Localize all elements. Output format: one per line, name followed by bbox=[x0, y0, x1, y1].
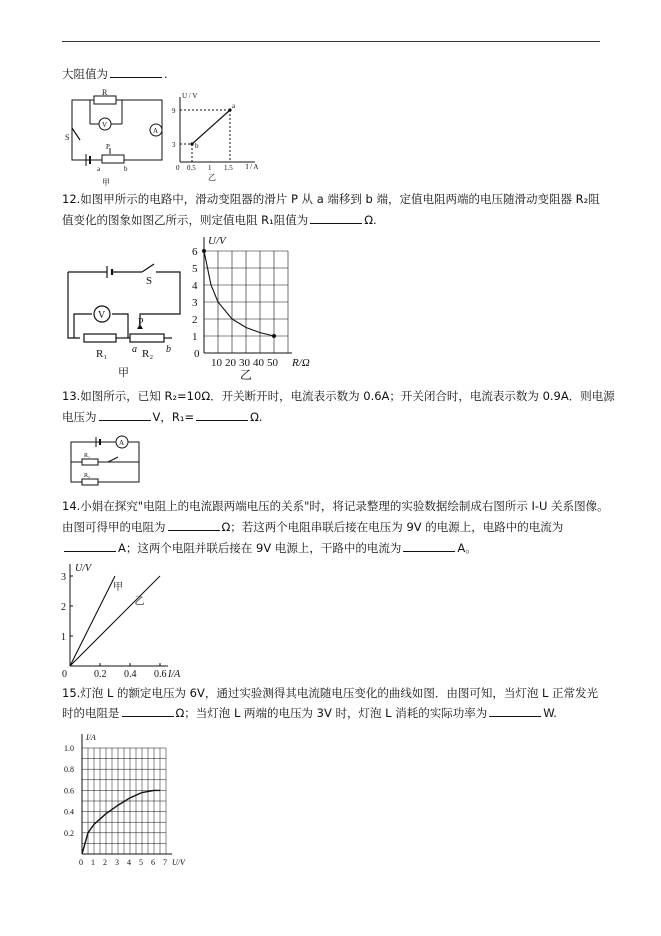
answer-blank bbox=[168, 519, 220, 531]
tick-label-x: 2 bbox=[103, 858, 107, 867]
data-point bbox=[272, 334, 276, 338]
axis-label-y: U / V bbox=[182, 92, 198, 100]
question-15-line-2 bbox=[62, 705, 557, 721]
answer-blank bbox=[64, 540, 116, 552]
tick-label-y: 0.8 bbox=[64, 765, 74, 775]
data-point bbox=[202, 249, 206, 253]
axis-label-x: U/V bbox=[172, 858, 185, 867]
graph-prev bbox=[170, 92, 260, 182]
tick-label: 1.5 bbox=[224, 164, 233, 172]
label-b: b bbox=[124, 165, 128, 173]
label-R2: R₂ bbox=[142, 348, 154, 360]
question-text: Ω；若这两个电阻串联后接在电压为 9V 的电源上，电路中的电流为 bbox=[221, 520, 564, 534]
question-13-line-2 bbox=[62, 409, 263, 425]
question-text: 电压为 bbox=[62, 410, 97, 424]
label-a: a bbox=[132, 344, 137, 355]
answer-blank bbox=[489, 705, 541, 717]
tick-label-x: 40 bbox=[253, 357, 264, 369]
answer-blank bbox=[110, 66, 162, 78]
question-14-line-3 bbox=[62, 540, 477, 556]
meter-V: V bbox=[98, 310, 106, 321]
question-text: 大阻值为 bbox=[62, 67, 108, 81]
label-R2: R₂ bbox=[84, 473, 91, 479]
answer-blank bbox=[196, 409, 248, 421]
label-R1: R₁ bbox=[84, 453, 91, 459]
question-text: . bbox=[164, 67, 168, 81]
tick-label-y: 5 bbox=[192, 263, 198, 275]
caption-yi: 乙 bbox=[240, 368, 253, 382]
series-label: 甲 bbox=[113, 582, 123, 593]
tick-label-x: 30 bbox=[239, 357, 250, 369]
tick-label-y: 1.0 bbox=[64, 744, 74, 753]
axis-label-y: U/V bbox=[208, 235, 226, 247]
tick-label-y: 0.2 bbox=[64, 828, 74, 838]
meter-A: A bbox=[153, 127, 159, 135]
label-R: R bbox=[102, 88, 108, 97]
tick-label-x: 50 bbox=[267, 357, 278, 369]
question-text: 时的电阻是 bbox=[62, 706, 120, 720]
tick-label-y: 1 bbox=[192, 331, 198, 343]
caption-jia: 甲 bbox=[118, 367, 129, 379]
answer-blank bbox=[99, 409, 151, 421]
label-P: P bbox=[138, 317, 144, 328]
tick-label-x: 5 bbox=[139, 858, 143, 867]
chart-15 bbox=[60, 730, 200, 868]
axis-label-y: U/V bbox=[75, 563, 92, 574]
tick-label-x: 0 bbox=[79, 858, 83, 867]
series-line bbox=[70, 576, 115, 666]
tick-label-y: 1 bbox=[61, 632, 66, 643]
label-S: S bbox=[65, 133, 70, 142]
tick-label-y: 2 bbox=[61, 602, 66, 613]
label-P: P bbox=[106, 143, 110, 151]
tick-label-x: 4 bbox=[127, 858, 131, 867]
tick-label-x: 10 bbox=[211, 357, 222, 369]
axis-label-x: R/Ω bbox=[292, 357, 310, 369]
question-text: 值变化的图象如图乙所示，则定值电阻 R₁阻值为 bbox=[62, 213, 309, 227]
question-12-line-1: 12.如图甲所示的电路中，滑动变阻器的滑片 P 从 a 端移到 b 端，定值电阻两端的电压随滑动变阻器 R₂阻 bbox=[62, 192, 600, 206]
tick-label-y: 4 bbox=[192, 280, 198, 292]
header-rule bbox=[62, 41, 600, 42]
axis-label-x: I/A bbox=[168, 669, 181, 680]
caption-jia: 甲 bbox=[102, 178, 110, 187]
tick-label: 9 bbox=[172, 107, 176, 115]
question-14-line-2 bbox=[62, 519, 563, 535]
meter-V: V bbox=[102, 121, 108, 129]
tick-label: 0.5 bbox=[187, 164, 196, 172]
question-12-line-2 bbox=[62, 212, 377, 228]
question-text: A；这两个电阻并联后接在 9V 电源上，干路中的电流为 bbox=[118, 541, 402, 555]
caption-yi: 乙 bbox=[208, 173, 216, 182]
tick-label: 0 bbox=[176, 164, 180, 172]
point-label-a: a bbox=[232, 102, 236, 110]
question-text: Ω. bbox=[364, 213, 377, 227]
label-a: a bbox=[97, 165, 101, 173]
axis-label-x: I / A bbox=[246, 163, 259, 171]
answer-blank bbox=[403, 540, 455, 552]
tick-label-y: 0.6 bbox=[64, 786, 74, 796]
chart-14 bbox=[60, 560, 185, 678]
tick-label-y: 3 bbox=[61, 572, 66, 583]
question-14-line-1: 14.小娟在探究"电阻上的电流跟两端电压的关系"时，将记录整理的实验数据绘制成右图所示 I-U 关系图像。 bbox=[62, 499, 609, 513]
label-S: S bbox=[146, 275, 153, 287]
question-text: Ω；当灯泡 L 两端的电压为 3V 时，灯泡 L 消耗的实际功率为 bbox=[175, 706, 488, 720]
answer-blank bbox=[122, 705, 174, 717]
tick-label: 3 bbox=[172, 141, 176, 149]
question-text: V，R₁= bbox=[152, 410, 195, 424]
circuit-diagram-12 bbox=[62, 258, 192, 378]
data-curve bbox=[204, 251, 274, 336]
tick-label-x: 20 bbox=[225, 357, 236, 369]
series-label: 乙 bbox=[134, 596, 145, 608]
tick-label-y: 2 bbox=[192, 314, 198, 326]
question-text: W. bbox=[543, 706, 557, 720]
circuit-diagram-13 bbox=[66, 434, 146, 489]
meter-A: A bbox=[119, 439, 125, 447]
tick-label-x: 0.2 bbox=[94, 669, 107, 680]
question-text: Ω. bbox=[250, 410, 263, 424]
answer-blank bbox=[310, 212, 362, 224]
tick-label-x: 7 bbox=[163, 858, 167, 867]
label-b: b bbox=[166, 344, 171, 355]
tick-label-y: 3 bbox=[192, 297, 198, 309]
question-text: 由图可得甲的电阻为 bbox=[62, 520, 166, 534]
origin-label: 0 bbox=[194, 348, 200, 360]
tick-label-x: 0 bbox=[62, 669, 67, 680]
tick-label-x: 6 bbox=[151, 858, 155, 867]
axis-label-y: I/A bbox=[86, 733, 96, 742]
tick-label-x: 1 bbox=[91, 858, 95, 867]
question-15-line-1: 15.灯泡 L 的额定电压为 6V，通过实验测得其电流随电压变化的曲线如图．由图可知，当灯泡 L 正常发光 bbox=[62, 686, 599, 700]
tick-label-x: 0.4 bbox=[124, 669, 137, 680]
tick-label-y: 6 bbox=[192, 246, 198, 258]
tick-label: 1 bbox=[208, 164, 212, 172]
question-prev-tail bbox=[62, 66, 168, 82]
tick-label-x: 3 bbox=[115, 858, 119, 867]
question-text: A。 bbox=[457, 541, 477, 555]
question-13-line-1: 13.如图所示，已知 R₂=10Ω．开关断开时，电流表示数为 0.6A；开关闭合时，电流表示数为 0.9A．则电源 bbox=[62, 389, 615, 403]
circuit-diagram-prev bbox=[62, 88, 172, 187]
point-label-b: b bbox=[195, 142, 199, 150]
label-R1: R₁ bbox=[96, 348, 108, 360]
chart-12 bbox=[190, 233, 325, 383]
tick-label-x: 0.6 bbox=[154, 669, 167, 680]
tick-label-y: 0.4 bbox=[64, 807, 74, 817]
